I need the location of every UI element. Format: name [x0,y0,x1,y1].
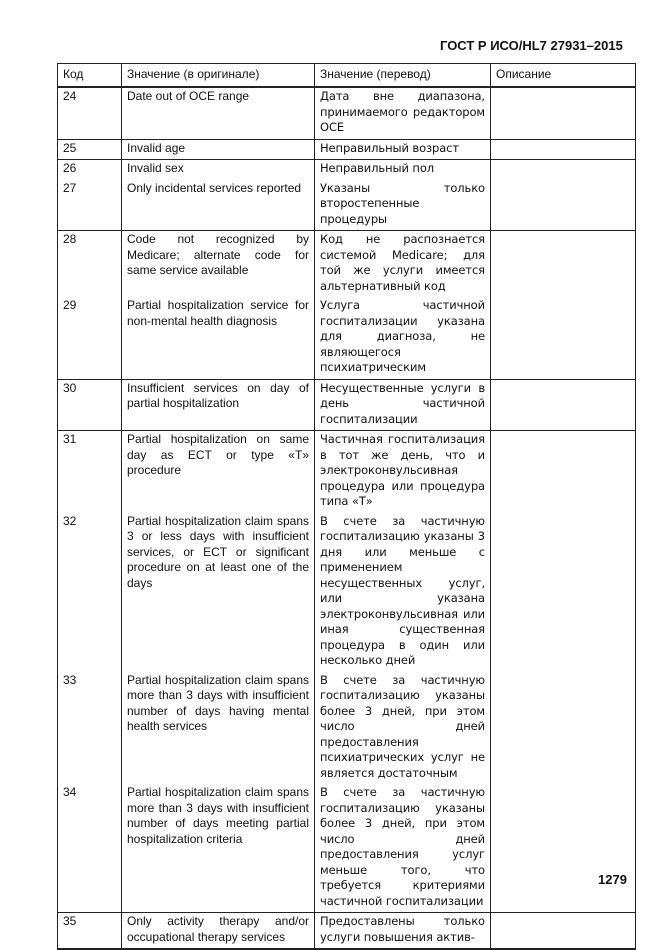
translation-cell: Несущественные услуги в день частичной госпитализации [315,379,491,431]
translation-cell: Услуга частичной госпитализации указана для диагноза, не являющегося психиатрическим [315,297,491,379]
original-cell: Partial hospitalization claim spans more than 3 days with insufficient number of days meeting partial hospitalization criteria [122,784,315,913]
table-row [58,231,636,298]
table-row [58,160,636,180]
original-cell: Invalid sex [122,160,315,180]
description-cell [491,139,636,160]
code-cell: 24 [58,87,122,139]
translation-cell: Указаны только второстепенные процедуры [315,180,491,231]
original-cell: Code not recognized by Medicare; alternate code for same service available [122,231,315,298]
translation-cell: Частичная госпитализация в тот же день, что и электроконвульсивная процедура или процедура типа «Т» [315,431,491,513]
description-cell [491,87,636,139]
code-cell: 32 [58,513,122,672]
translation-cell: Неправильный пол [315,160,491,180]
description-cell [491,913,636,950]
description-cell [491,231,636,298]
original-cell: Only activity therapy and/or occupational therapy services [122,913,315,950]
code-cell: 28 [58,231,122,298]
page-number: 1279 [598,872,627,887]
original-cell: Invalid age [122,139,315,160]
column-header-translation: Значение (перевод) [315,64,491,88]
translation-cell: Предоставлены только услуги повышения актив- [315,913,491,950]
translation-cell: В счете за частичную госпитализацию указаны 3 дня или меньше с применением несущественных услуг, или указана электроконвульсивная или иная существенная процедура в один или несколько дней [315,513,491,672]
table-row [58,87,636,139]
codes-table [57,63,636,950]
table-row [58,297,636,379]
description-cell [491,180,636,231]
description-cell [491,513,636,672]
code-cell: 30 [58,379,122,431]
code-cell: 26 [58,160,122,180]
code-cell: 27 [58,180,122,231]
translation-cell: Дата вне диапазона, принимаемого редактором OCE [315,87,491,139]
document-header: ГОСТ Р ИСО/HL7 27931–2015 [440,38,623,53]
table-row [58,784,636,913]
column-header-original: Значение (в оригинале) [122,64,315,88]
table-header-row [58,64,636,88]
table-row [58,139,636,160]
code-cell: 25 [58,139,122,160]
translation-cell: В счете за частичную госпитализацию указаны более 3 дней, при этом число дней предоставления услуг меньше того, что требуется критериями частичной госпитализации [315,784,491,913]
original-cell: Partial hospitalization claim spans more than 3 days with insufficient number of days having mental health services [122,672,315,785]
column-header-code: Код [58,64,122,88]
description-cell [491,297,636,379]
original-cell: Partial hospitalization on same day as ECT or type «T» procedure [122,431,315,513]
code-cell: 34 [58,784,122,913]
description-cell [491,431,636,513]
original-cell: Insufficient services on day of partial hospitalization [122,379,315,431]
description-cell [491,672,636,785]
code-cell: 35 [58,913,122,950]
original-cell: Only incidental services reported [122,180,315,231]
original-cell: Date out of OCE range [122,87,315,139]
translation-cell: В счете за частичную госпитализацию указаны более 3 дней, при этом число дней предоставления психиатрических услуг не является достаточным [315,672,491,785]
column-header-description: Описание [491,64,636,88]
table-row [58,513,636,672]
translation-cell: Неправильный возраст [315,139,491,160]
code-cell: 29 [58,297,122,379]
description-cell [491,379,636,431]
table-row [58,913,636,950]
code-cell: 31 [58,431,122,513]
description-cell [491,160,636,180]
original-cell: Partial hospitalization claim spans 3 or less days with insufficient services, or ECT or significant procedure on at least one of the days [122,513,315,672]
table-row [58,672,636,785]
table-row [58,379,636,431]
description-cell [491,784,636,913]
translation-cell: Код не распознается системой Medicare; для той же услуги имеется альтернативный код [315,231,491,298]
table-row [58,431,636,513]
table-row [58,180,636,231]
original-cell: Partial hospitalization service for non-mental health diagnosis [122,297,315,379]
code-cell: 33 [58,672,122,785]
